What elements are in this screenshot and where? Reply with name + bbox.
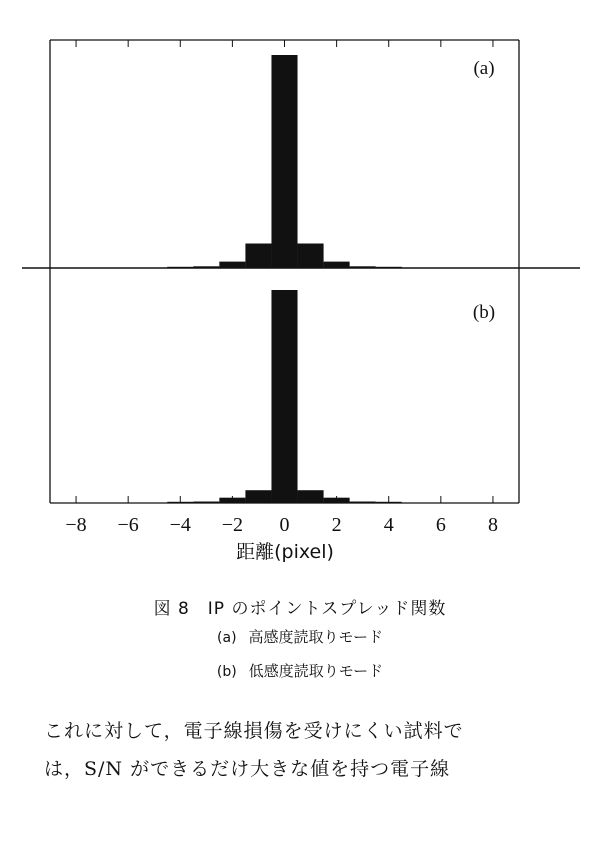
bar-a-8 — [376, 267, 402, 268]
panel-a-bars — [167, 55, 402, 268]
tick-label-2: −4 — [169, 514, 191, 536]
x-axis-label: 距離(pixel) — [236, 541, 334, 563]
bar-a-4 — [271, 55, 297, 268]
bar-a-0 — [167, 267, 193, 268]
tick-label-8: 8 — [487, 514, 498, 536]
bar-b-4 — [271, 290, 297, 503]
body-line-1: これに対して，電子線損傷を受けにくい試料で — [44, 720, 464, 742]
figure-caption-sub-b — [0, 660, 600, 681]
panel-b-bars — [167, 290, 402, 503]
body-paragraph — [44, 712, 564, 788]
bar-b-1 — [193, 502, 219, 503]
plot-frame — [22, 40, 580, 503]
tick-label-1: −6 — [117, 514, 139, 536]
bar-a-2 — [219, 262, 245, 268]
tick-label-6: 4 — [383, 514, 394, 536]
sub-a-prefix: (a) — [217, 630, 237, 646]
tick-label-4: 0 — [279, 514, 290, 536]
tick-label-0: −8 — [65, 514, 87, 536]
bar-a-1 — [193, 266, 219, 268]
tick-label-7: 6 — [435, 514, 446, 536]
tick-label-5: 2 — [331, 514, 342, 536]
bar-a-5 — [298, 244, 324, 268]
panel-a-label: (a) — [473, 58, 495, 79]
bar-b-5 — [298, 490, 324, 503]
panel-b-label: (b) — [472, 302, 496, 323]
bar-a-7 — [350, 266, 376, 268]
tick-label-3: −2 — [221, 514, 244, 536]
body-line-2: は，S/N ができるだけ大きな値を持つ電子線 — [44, 758, 451, 780]
bar-b-3 — [245, 490, 271, 503]
sub-b-prefix: (b) — [216, 664, 237, 680]
figure-caption-title: 図 8 IP のポイントスプレッド関数 — [153, 599, 447, 619]
sub-a-text: 高感度読取りモード — [248, 628, 383, 646]
sub-b-text: 低感度読取りモード — [248, 662, 384, 680]
bar-a-3 — [245, 244, 271, 268]
bar-b-7 — [350, 502, 376, 503]
bar-a-6 — [324, 262, 350, 268]
figure-caption-sub-a — [0, 626, 600, 647]
